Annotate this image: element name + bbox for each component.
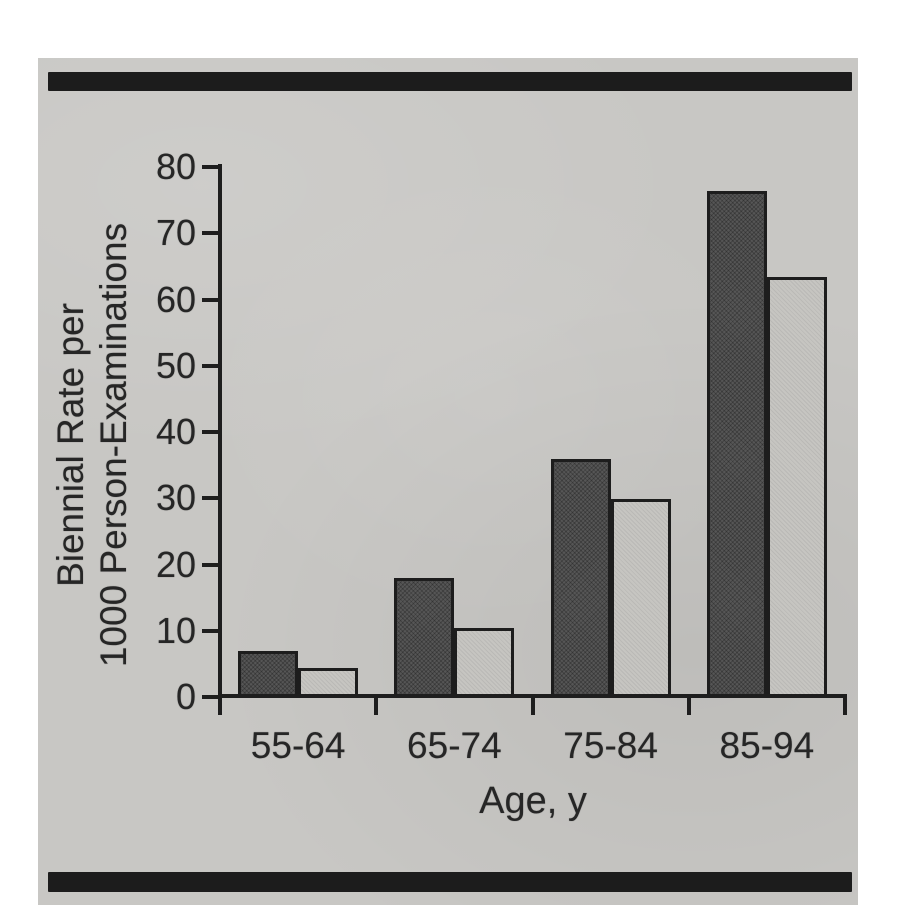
top-rule <box>48 72 852 91</box>
y-tick-30 <box>202 496 218 500</box>
scan-background <box>38 58 858 905</box>
y-tick-50 <box>202 364 218 368</box>
y-tick-label-10: 10 <box>155 609 196 651</box>
x-axis-title: Age, y <box>479 780 587 822</box>
y-tick-label-60: 60 <box>155 278 196 320</box>
bottom-rule <box>48 872 852 892</box>
x-tick-label-55-64: 55-64 <box>250 725 346 766</box>
x-tick-label-65-74: 65-74 <box>407 725 502 766</box>
x-tick-4 <box>843 698 847 715</box>
y-tick-label-80: 80 <box>155 146 196 187</box>
bar-dark-85-94 <box>707 191 767 695</box>
bar-light-65-74 <box>454 628 514 694</box>
x-tick-2 <box>531 698 535 715</box>
y-axis-title-line2: 1000 Person-Examinations <box>93 222 134 668</box>
y-axis-title-line1: Biennial Rate per <box>50 303 91 587</box>
x-tick-label-85-94: 85-94 <box>719 725 815 766</box>
bar-dark-55-64 <box>238 651 298 694</box>
y-axis <box>218 164 222 715</box>
y-tick-label-50: 50 <box>155 344 196 386</box>
bar-dark-75-84 <box>551 459 611 694</box>
bar-dark-65-74 <box>394 578 454 694</box>
y-tick-10 <box>202 629 218 633</box>
y-tick-label-20: 20 <box>155 543 196 585</box>
y-tick-label-70: 70 <box>155 212 196 254</box>
y-tick-label-0: 0 <box>175 676 196 717</box>
bar-light-85-94 <box>767 277 827 694</box>
y-tick-70 <box>202 231 218 235</box>
y-tick-60 <box>202 298 218 302</box>
y-tick-label-40: 40 <box>155 411 196 452</box>
x-tick-3 <box>687 698 691 715</box>
x-tick-1 <box>374 698 378 715</box>
bar-light-55-64 <box>298 668 358 695</box>
y-tick-0 <box>202 695 218 699</box>
y-tick-40 <box>202 430 218 434</box>
bar-light-75-84 <box>611 499 671 694</box>
y-tick-20 <box>202 563 218 567</box>
y-tick-label-30: 30 <box>155 477 196 519</box>
x-tick-label-75-84: 75-84 <box>563 725 658 766</box>
y-tick-80 <box>202 165 218 169</box>
